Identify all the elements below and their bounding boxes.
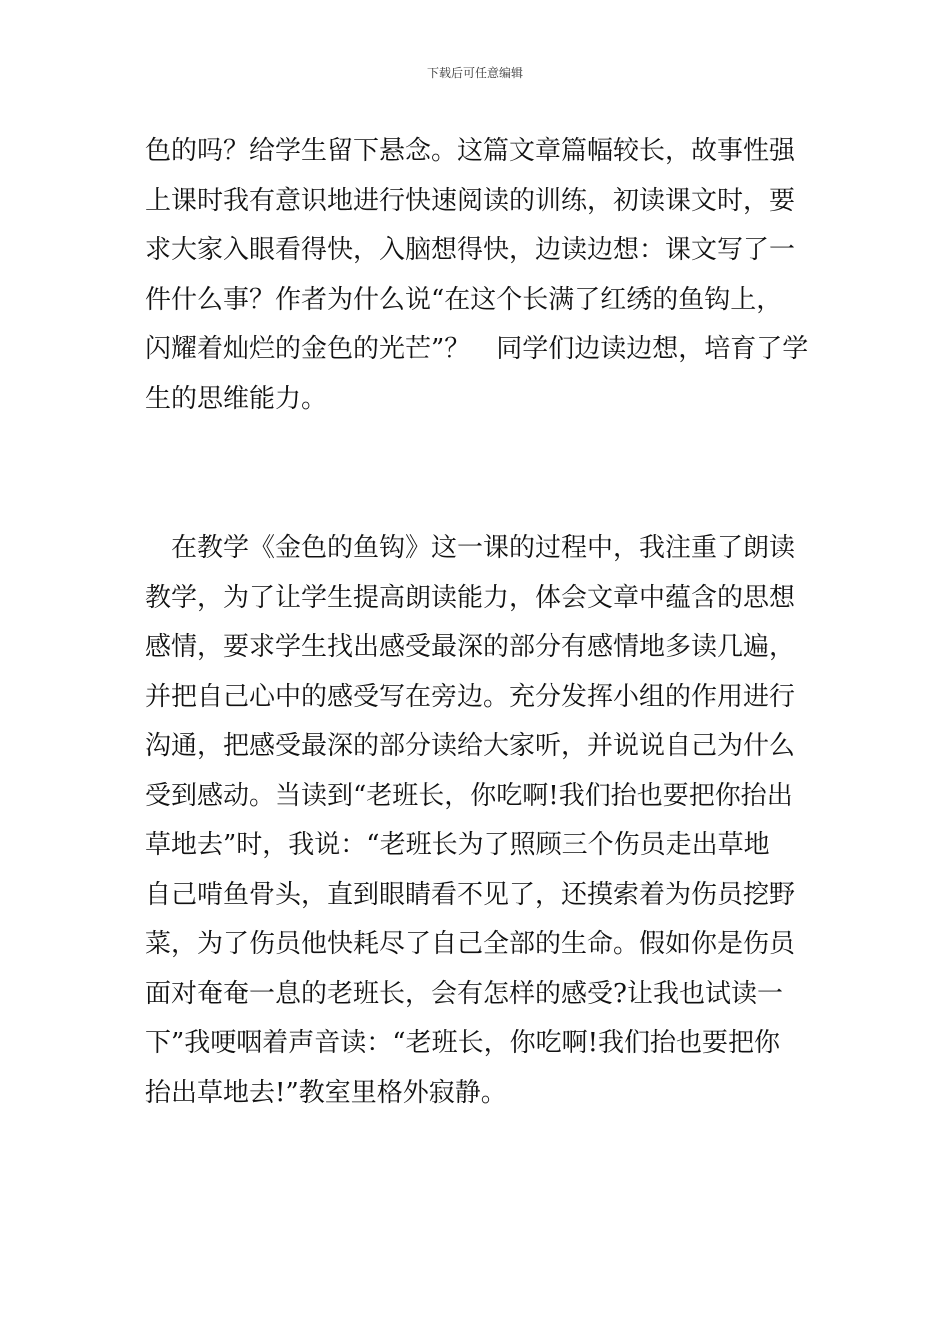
body-paragraph-2: [145, 524, 815, 1118]
text-line: 闪耀着灿烂的金色的光芒”？ 同学们边读边想，培育了学: [145, 334, 809, 364]
text-line: 教学，为了让学生提高朗读能力，体会文章中蕴含的思想: [145, 582, 796, 613]
text-line: 面对奄奄一息的老班长，会有怎样的感受?让我也试读一: [145, 978, 783, 1009]
text-line: 在教学《金色的鱼钩》这一课的过程中，我注重了朗读: [145, 533, 796, 563]
text-line: 感情，要求学生找出感受最深的部分有感情地多读几遍，: [145, 632, 796, 662]
text-line: 菜，为了伤员他快耗尽了自己全部的生命。假如你是伤员: [145, 929, 796, 959]
text-line: 并把自己心中的感受写在旁边。充分发挥小组的作用进行: [145, 681, 796, 712]
text-line: 自己啃鱼骨头，直到眼睛看不见了，还摸索着为伤员挖野: [145, 879, 796, 910]
text-line: 受到感动。当读到“老班长，你吃啊!我们抬也要把你抬出: [145, 780, 793, 811]
text-line: 草地去”时，我说：“老班长为了照顾三个伤员走出草地: [145, 830, 770, 860]
page-header-note: 下载后可任意编辑: [426, 66, 523, 80]
text-line: 上课时我有意识地进行快速阅读的训练，初读课文时，要: [145, 185, 796, 216]
text-line: 求大家入眼看得快，入脑想得快，边读边想：课文写了一: [145, 235, 796, 265]
text-line: 下”我哽咽着声音读：“老班长，你吃啊!我们抬也要把你: [145, 1028, 781, 1058]
text-line: 生的思维能力。: [145, 383, 328, 414]
text-line: 抬出草地去!”教室里格外寂静。: [145, 1077, 507, 1108]
text-line: 沟通，把感受最深的部分读给大家听，并说说自己为什么: [145, 731, 796, 761]
text-line: 色的吗？给学生留下悬念。这篇文章篇幅较长，故事性强: [145, 136, 796, 166]
body-paragraph-1: [145, 127, 815, 424]
text-line: 件什么事？作者为什么说“在这个长满了红绣的鱼钩上，: [145, 284, 783, 315]
